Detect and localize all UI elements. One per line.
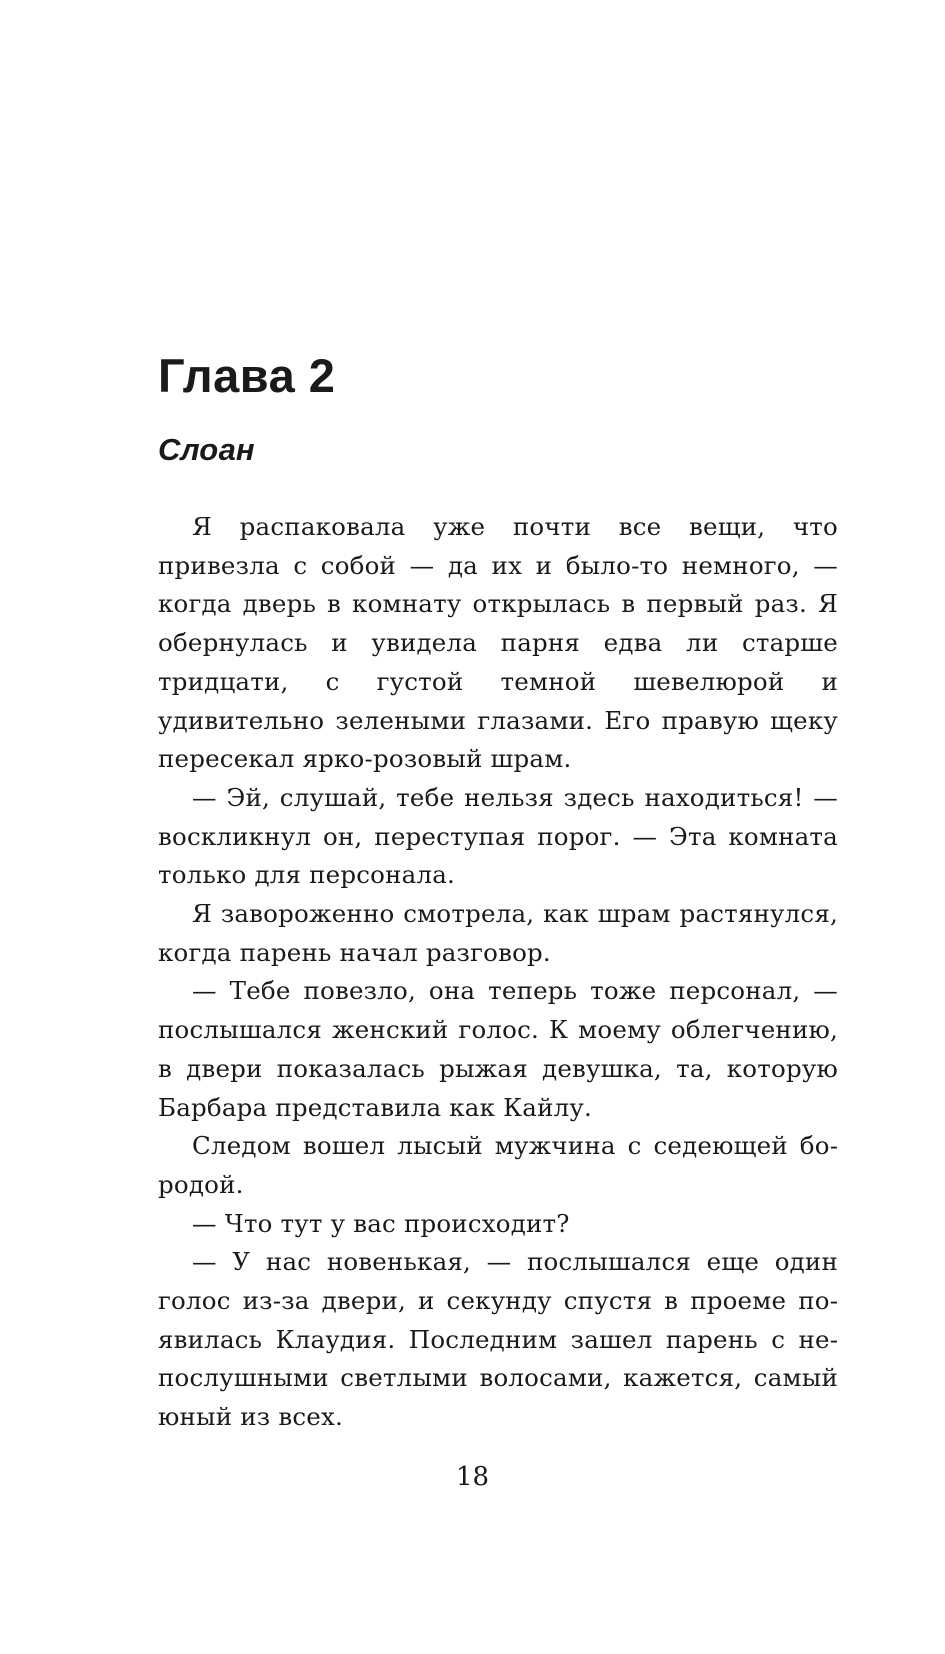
- body-text: [158, 508, 838, 1437]
- paragraph: — У нас новенькая, — послышался еще один голос из-за двери, и секунду спустя в проеме появилась Клаудия. Последним зашел парень с непослушными светлыми волосами, кажется, самый юный из всех.: [158, 1247, 838, 1432]
- chapter-subtitle: Слоан: [158, 432, 255, 467]
- page-number: 18: [455, 1462, 490, 1492]
- paragraph: — Эй, слушай, тебе нельзя здесь находиться! — воскликнул он, переступая порог. — Эта комната только для персонала.: [158, 782, 838, 890]
- paragraph: — Что тут у вас происходит?: [192, 1208, 570, 1238]
- paragraph: Я распаковала уже почти все вещи, что привезла с собой — да их и было-то немного, — когда дверь в комнату открылась в первый раз. Я обернулась и увидела парня едва ли старше тридцати, с густой темной шевелюрой и удивительно зелеными глазами. Его правую щеку пересекал ярко-розовый шрам.: [158, 512, 838, 774]
- paragraph: Следом вошел лысый мужчина с седеющей бородой.: [158, 1131, 838, 1199]
- paragraph: — Тебе повезло, она теперь тоже персонал, — послышался женский голос. К моему облегчению, в двери показалась рыжая девушка, та, которую Барбара представила как Кайлу.: [158, 976, 838, 1122]
- paragraph: Я завороженно смотрела, как шрам растянулся, когда парень начал разговор.: [158, 899, 838, 967]
- chapter-title: Глава 2: [158, 349, 336, 402]
